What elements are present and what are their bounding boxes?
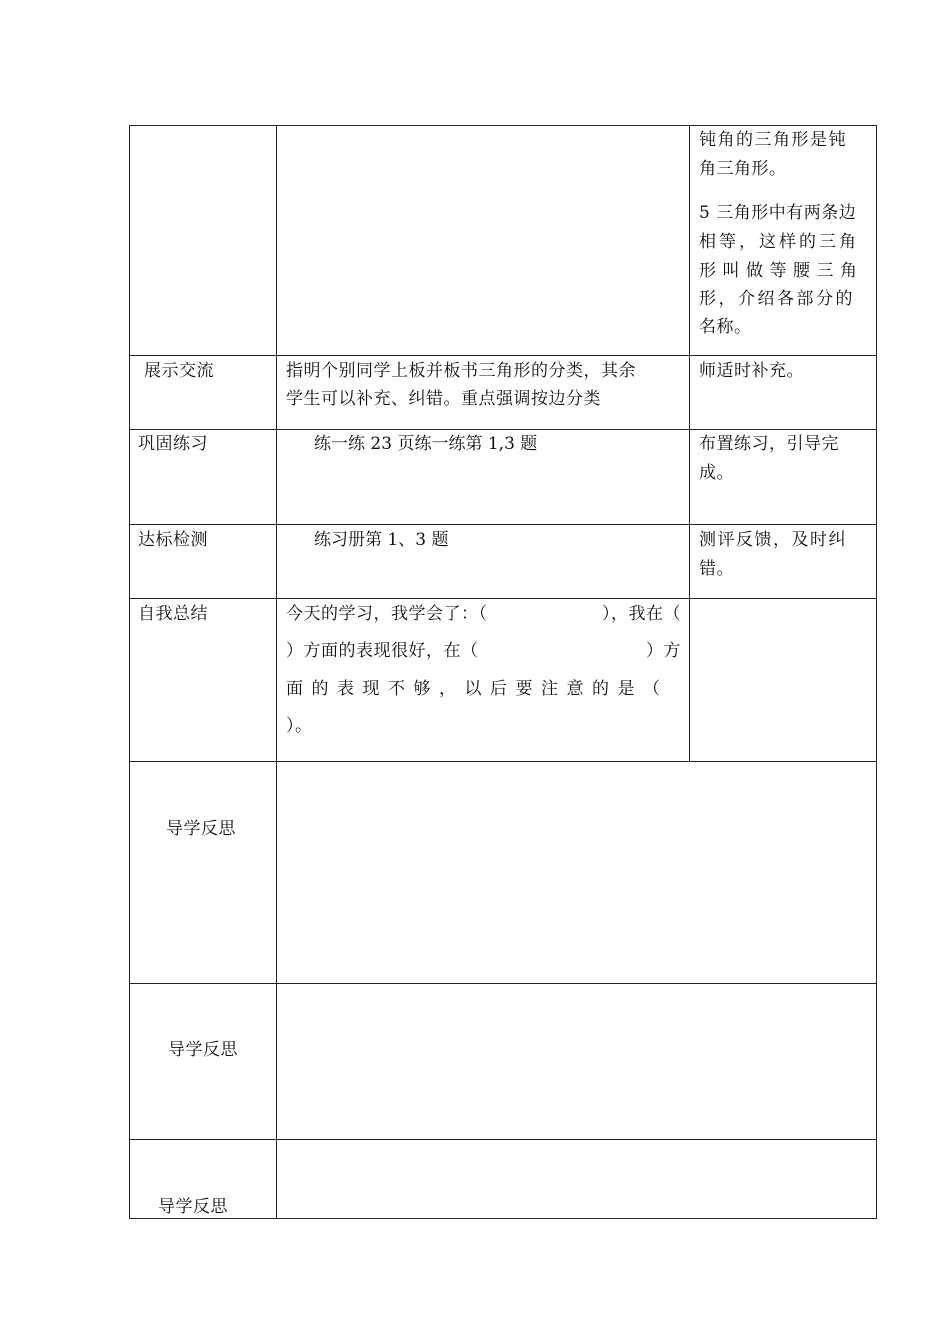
row-divider	[129, 983, 877, 984]
text-span: 相等，这样的三角	[699, 232, 859, 252]
table-border-bottom	[129, 1218, 877, 1219]
column-divider	[689, 125, 690, 762]
table-border-left	[129, 125, 130, 1219]
row-label-test: 达标检测	[138, 530, 208, 550]
column-divider	[276, 125, 277, 1219]
text-span: ），我在（	[602, 604, 681, 624]
summary-line: 面的表现不够，以后要注意的是（	[286, 679, 669, 699]
practice-content: 练一练 23 页练一练第 1,3 题	[314, 434, 538, 454]
summary-line: ）。	[286, 716, 313, 736]
row-divider	[129, 355, 877, 356]
row-label-practice: 巩固练习	[138, 434, 208, 454]
display-content-line: 指明个别同学上板并板书三角形的分类，其余	[286, 361, 636, 381]
text-span: ）方面的表现很好，在（	[286, 641, 479, 661]
teacher-note-line: 形叫做等腰三角	[699, 261, 864, 281]
test-content: 练习册第 1、3 题	[314, 530, 449, 550]
row-label-reflection: 导学反思	[166, 819, 236, 839]
row-divider	[129, 761, 877, 762]
display-teacher-note: 师适时补充。	[699, 361, 804, 381]
text-span: 今天的学习，我学会了：（	[286, 604, 488, 624]
display-content-line: 学生可以补充、纠错。重点强调按边分类	[286, 389, 601, 409]
row-label-reflection: 导学反思	[158, 1197, 228, 1217]
row-label-summary: 自我总结	[138, 604, 208, 624]
summary-line	[286, 600, 681, 629]
practice-teacher-note-line: 布置练习，引导完	[699, 434, 839, 454]
row-label-display: 展示交流	[144, 361, 214, 381]
row-divider	[129, 524, 877, 525]
teacher-note-line: 钝角的三角形是钝	[699, 130, 847, 150]
practice-teacher-note-line: 成。	[699, 463, 734, 483]
table-border-right	[876, 125, 877, 1219]
text-span: 5 三角形中有两条边	[699, 203, 857, 223]
teacher-note-line: 名称。	[699, 317, 752, 337]
row-label-reflection: 导学反思	[168, 1040, 238, 1060]
test-teacher-note-line: 错。	[699, 559, 734, 579]
summary-line	[286, 637, 681, 666]
teacher-note-line: 角三角形。	[699, 159, 787, 179]
test-teacher-note-line: 测评反馈，及时纠	[699, 530, 847, 550]
teacher-note-line	[699, 199, 867, 228]
row-divider	[129, 598, 877, 599]
text-span: ）方	[646, 641, 681, 661]
row-divider	[129, 1139, 877, 1140]
teacher-note-line	[699, 228, 867, 257]
teacher-note-line: 形，介绍各部分的	[699, 289, 855, 309]
